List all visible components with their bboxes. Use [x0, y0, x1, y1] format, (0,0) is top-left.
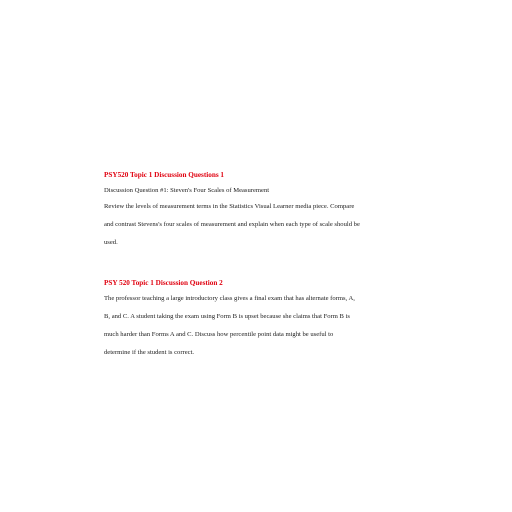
- paragraph-line: B, and C. A student taking the exam using Form B is upset because she claims that Form B is: [104, 313, 350, 320]
- paragraph-line: used.: [104, 239, 118, 246]
- paragraph-line: and contrast Stevens's four scales of measurement and explain when each type of scale should be: [104, 221, 360, 228]
- section-heading: PSY 520 Topic 1 Discussion Question 2: [104, 279, 223, 287]
- paragraph-line: determine if the student is correct.: [104, 349, 195, 356]
- paragraph-line: Review the levels of measurement terms in the Statistics Visual Learner media piece. Compare: [104, 203, 355, 210]
- discussion-section-1: [104, 171, 414, 247]
- section-paragraph: [104, 295, 414, 357]
- section-heading: PSY520 Topic 1 Discussion Questions 1: [104, 171, 225, 179]
- paragraph-line: much harder than Forms A and C. Discuss how percentile point data might be useful to: [104, 331, 334, 338]
- section-paragraph: [104, 203, 414, 247]
- paragraph-line: The professor teaching a large introductory class gives a final exam that has alternate forms, A,: [104, 295, 355, 302]
- discussion-section-2: [104, 279, 414, 357]
- section-subheading: Discussion Question #1: Steven's Four Scales of Measurement: [104, 187, 270, 194]
